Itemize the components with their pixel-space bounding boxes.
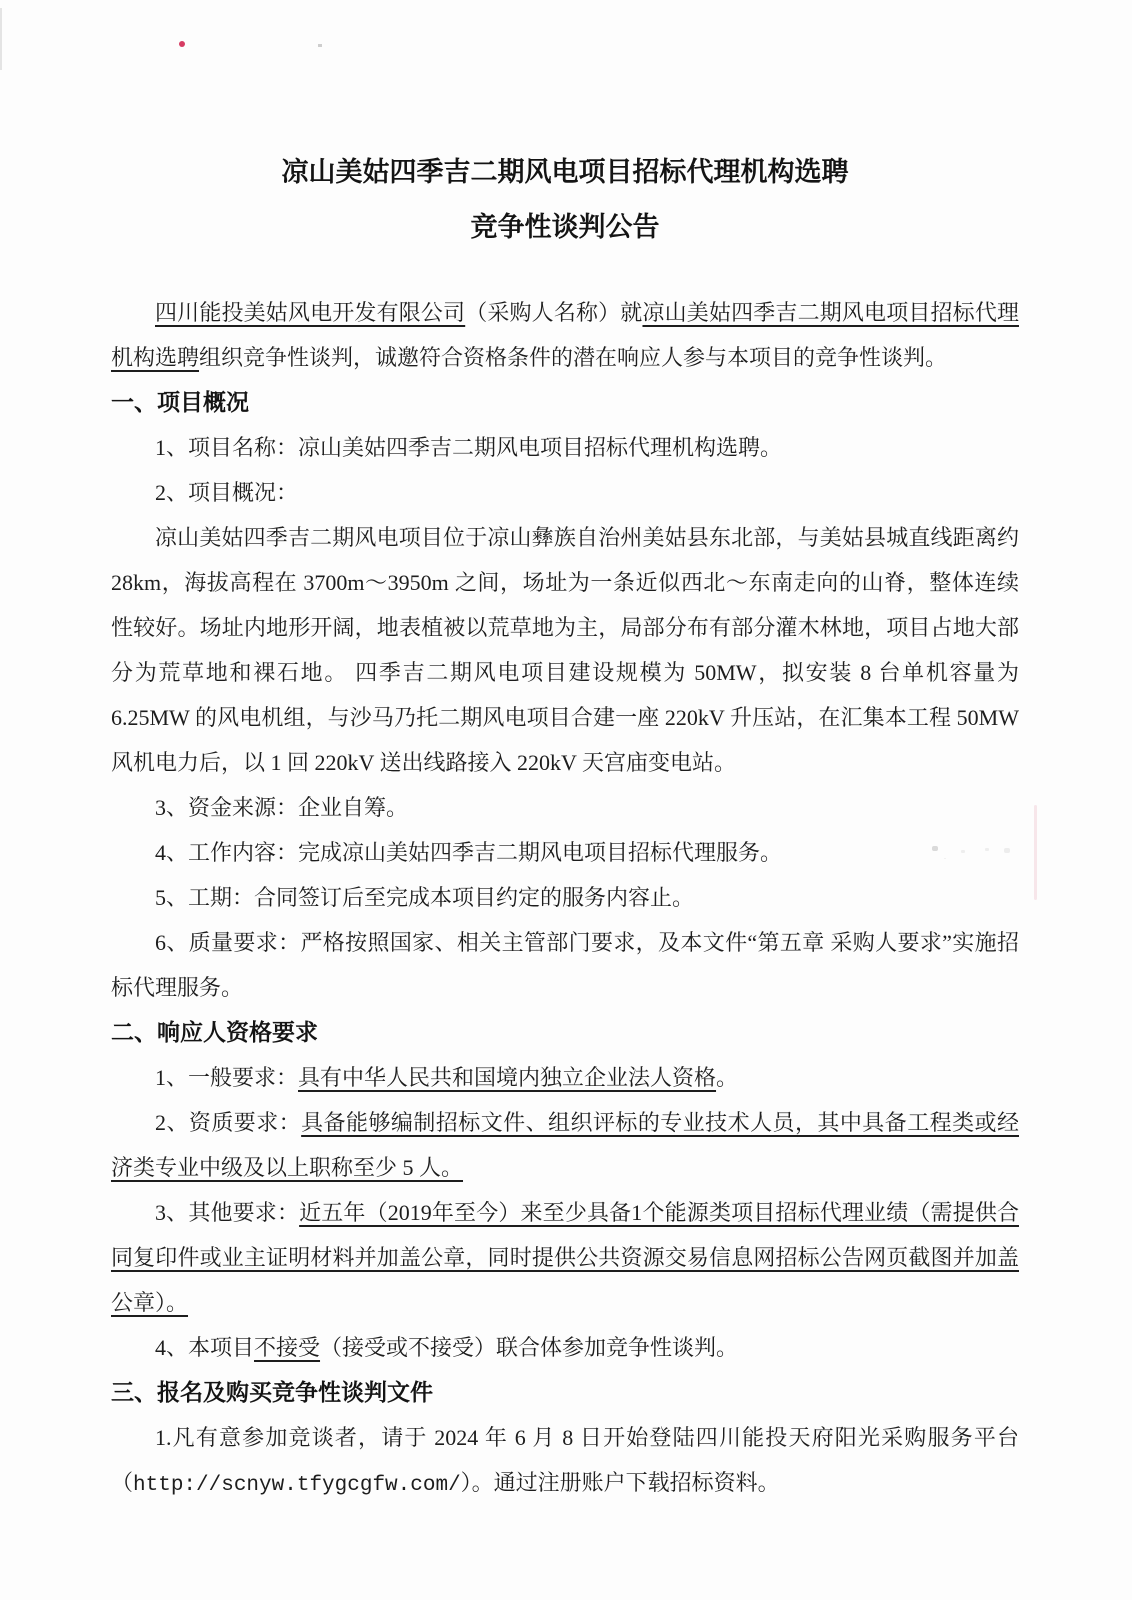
- consortium-suffix: （接受或不接受）联合体参加竞争性谈判。: [320, 1335, 739, 1360]
- project-name-underlined: 凉山美姑四季吉二期风电项目招标代理机构选聘: [111, 300, 1019, 370]
- document-body: [111, 145, 1019, 1508]
- general-requirement-underlined: 具有中华人民共和国境内独立企业法人资格: [298, 1065, 717, 1090]
- red-dot-artifact: [179, 41, 185, 47]
- document-title: [111, 145, 1019, 255]
- section-1-heading: 一、项目概况: [111, 389, 249, 415]
- project-overview-label: 2、项目概况：: [155, 480, 299, 505]
- section-3-heading: 三、报名及购买竞争性谈判文件: [111, 1379, 433, 1405]
- intro-mid-text: （采购人名称）就: [465, 300, 643, 325]
- consortium-prefix: 4、本项目: [155, 1335, 255, 1360]
- qualification-requirement-label: 2、资质要求：: [155, 1110, 302, 1135]
- intro-tail-text: 组织竞争性谈判，诚邀符合资格条件的潜在响应人参与本项目的竞争性谈判。: [199, 345, 948, 370]
- registration-pre-text: 1.凡有意参加竞谈者，请于 2024 年 6 月 8 日开始登陆四川能投天府阳光采购服务平台（: [111, 1425, 1019, 1495]
- document-title-line2: 竞争性谈判公告: [470, 212, 660, 242]
- other-requirement-label: 3、其他要求：: [155, 1200, 300, 1225]
- work-content-item: 4、工作内容：完成凉山美姑四季吉二期风电项目招标代理服务。: [155, 840, 783, 865]
- scan-edge-artifact: [0, 8, 2, 70]
- general-requirement-suffix: 。: [716, 1065, 739, 1090]
- registration-item: [111, 1415, 1019, 1508]
- intro-paragraph: [111, 290, 1019, 380]
- section-2-heading: 二、响应人资格要求: [111, 1019, 318, 1045]
- purchaser-name: 四川能投美姑风电开发有限公司: [155, 300, 466, 325]
- registration-post-text: ）。通过注册账户下载招标资料。: [460, 1470, 780, 1495]
- project-name-item: 1、项目名称：凉山美姑四季吉二期风电项目招标代理机构选聘。: [155, 435, 783, 460]
- gray-speck-artifact: [318, 44, 322, 47]
- other-requirement-underlined: 近五年（2019年至今）来至少具备1个能源类项目招标代理业绩（需提供合同复印件或业主证明材料并加盖公章，同时提供公共资源交易信息网招标公告网页截图并加盖公章）。: [111, 1200, 1019, 1315]
- document-title-line1: 凉山美姑四季吉二期风电项目招标代理机构选聘: [281, 157, 849, 187]
- general-requirement-item: [111, 1055, 1019, 1100]
- qualification-requirement-item: [111, 1100, 1019, 1190]
- funding-source-item: 3、资金来源：企业自筹。: [155, 795, 409, 820]
- quality-requirement-item: 6、质量要求：严格按照国家、相关主管部门要求，及本文件“第五章 采购人要求”实施招标代理服务。: [111, 930, 1019, 1000]
- other-requirement-item: [111, 1190, 1019, 1325]
- work-period-item: 5、工期：合同签订后至完成本项目约定的服务内容止。: [155, 885, 695, 910]
- consortium-item: [111, 1325, 1019, 1370]
- pink-streak-artifact: [1034, 805, 1037, 900]
- registration-url: http://scnyw.tfygcgfw.com/: [133, 1474, 461, 1497]
- qualification-requirement-underlined: 具备能够编制招标文件、组织评标的专业技术人员，其中具备工程类或经济类专业中级及以上职称至少 5 人。: [111, 1110, 1019, 1180]
- general-requirement-label: 1、一般要求：: [155, 1065, 299, 1090]
- consortium-not-accepted-underlined: 不接受: [254, 1335, 321, 1360]
- project-overview-paragraph: 凉山美姑四季吉二期风电项目位于凉山彝族自治州美姑县东北部，与美姑县城直线距离约 28km，海拔高程在 3700m～3950m 之间，场址为一条近似西北～东南走向的山脊，整体连续性较好。场址内地形开阔，地表植被以荒草地为主，局部分布有部分灌木林地，项目占地大部分为荒草地和裸石地。 四季吉二期风电项目建设规模为 50MW，拟安装 8 台单机容量为 6.25MW 的风电机组，与沙马乃托二期风电项目合建一座 220kV 升压站，在汇集本工程 50MW 风机电力后，以 1 回 220kV 送出线路接入 220kV 天宫庙变电站。: [111, 525, 1019, 775]
